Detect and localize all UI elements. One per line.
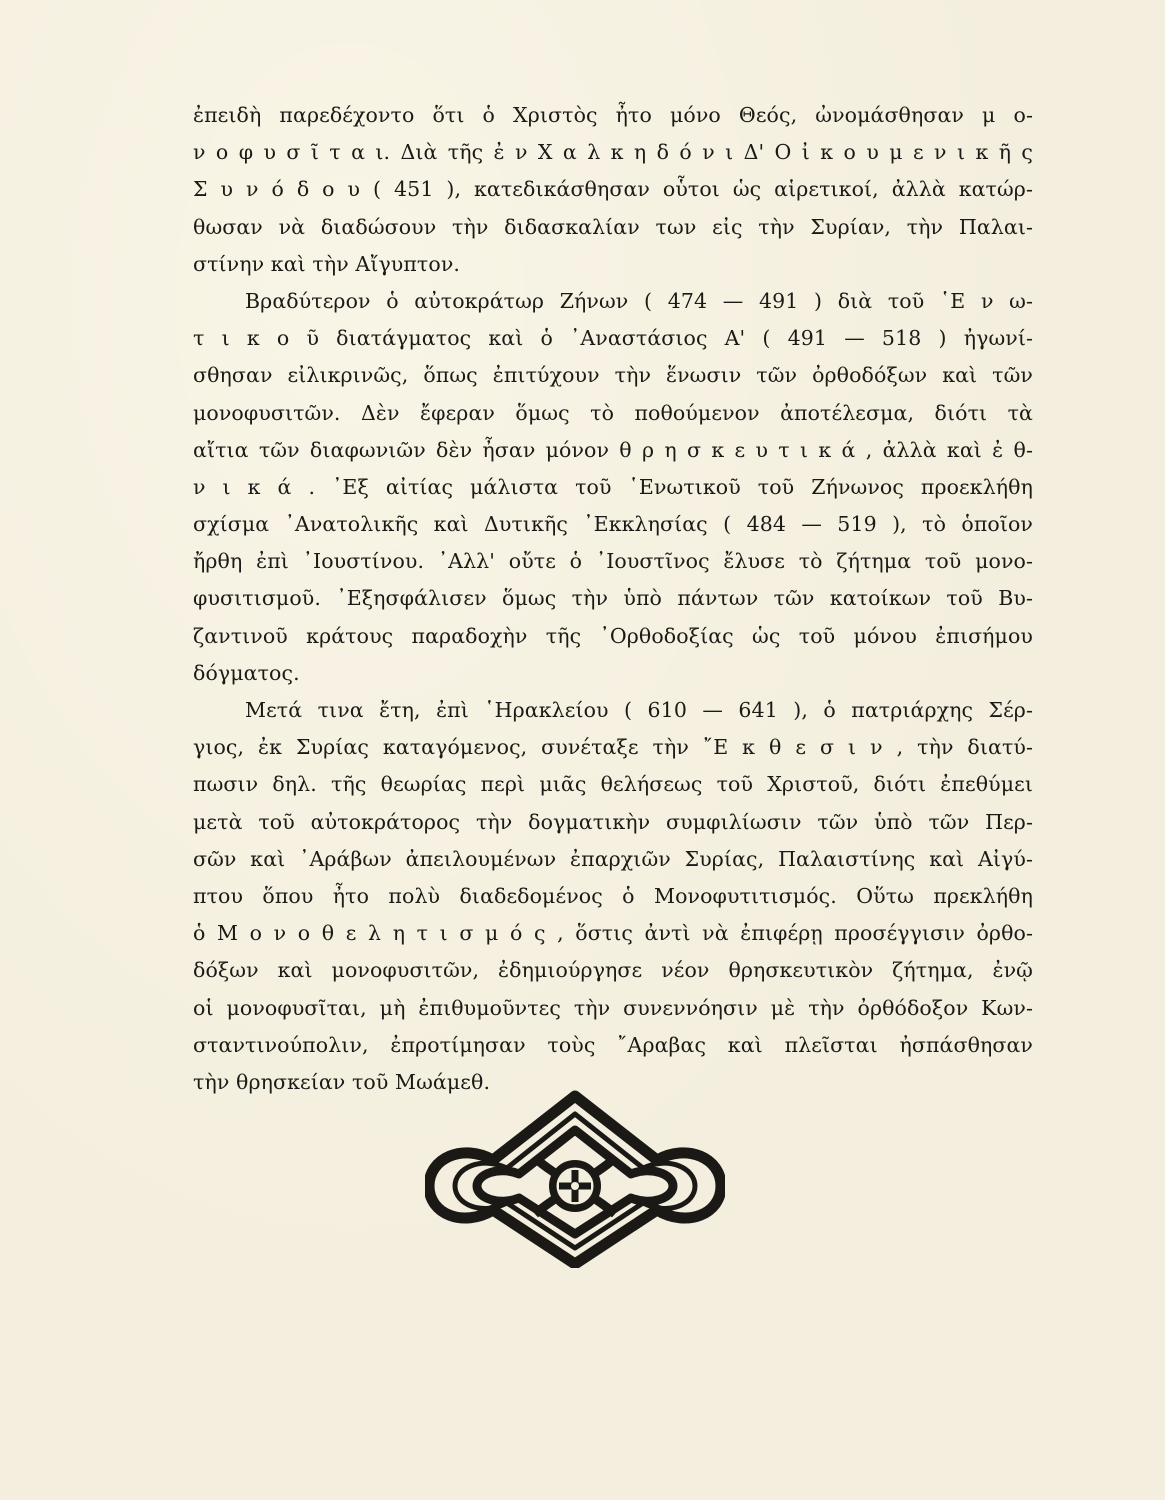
text-line: πωσιν δηλ. τῆς θεωρίας περὶ μιᾶς θελήσεως τοῦ Χριστοῦ, διότι ἐπεθύμει: [193, 772, 1033, 797]
body-text: [193, 97, 1033, 1101]
text-line: οἱ μονοφυσῖται, μὴ ἐπιθυμοῦντες τὴν συνεννόησιν μὲ τὴν ὀρθόδοξον Κων-: [193, 995, 1033, 1020]
text-line: ὁ Μ ο ν ο θ ε λ η τ ι σ μ ό ς , ὅστις ἀντὶ νὰ ἐπιφέρῃ προσέγγισιν ὀρθο-: [193, 921, 1033, 946]
text-line: πτου ὅπου ἦτο πολὺ διαδεδομένος ὁ Μονοφυτιτισμός. Οὕτω πρεκλήθη: [193, 883, 1033, 908]
text-line: δόγματος.: [193, 660, 300, 685]
text-line: ν ι κ ά . ᾿Εξ αἰτίας μάλιστα τοῦ ῾Ενωτικοῦ τοῦ Ζήνωνος προεκλήθη: [193, 474, 1033, 499]
text-line: Σ υ ν ό δ ο υ ( 451 ), κατεδικάσθησαν οὗτοι ὡς αἱρετικοί, ἀλλὰ κατώρ-: [193, 177, 1033, 202]
text-line: σχίσμα ᾿Ανατολικῆς καὶ Δυτικῆς ᾿Εκκλησίας ( 484 — 519 ), τὸ ὁποῖον: [193, 512, 1033, 537]
text-line: σῶν καὶ ᾿Αράβων ἀπειλουμένων ἐπαρχιῶν Συρίας, Παλαιστίνης καὶ Αἰγύ-: [193, 846, 1033, 871]
text-line: σταντινούπολιν, ἐπροτίμησαν τοὺς ῎Αραβας καὶ πλεῖσται ἠσπάσθησαν: [193, 1032, 1033, 1057]
text-line: ἤρθη ἐπὶ ᾿Ιουστίνου. ᾿Αλλ' οὔτε ὁ ᾿Ιουστῖνος ἔλυσε τὸ ζήτημα τοῦ μονο-: [193, 549, 1033, 574]
text-line: σθησαν εἰλικρινῶς, ὅπως ἐπιτύχουν τὴν ἕνωσιν τῶν ὀρθοδόξων καὶ τῶν: [193, 363, 1033, 388]
text-line: ἐπειδὴ παρεδέχοντο ὅτι ὁ Χριστὸς ἦτο μόνο Θεός, ὠνομάσθησαν μ ο-: [193, 103, 1033, 127]
text-line: τ ι κ ο ῦ διατάγματος καὶ ὁ ᾿Αναστάσιος Α' ( 491 — 518 ) ἠγωνί-: [193, 326, 1033, 351]
text-line: Βραδύτερον ὁ αὐτοκράτωρ Ζήνων ( 474 — 491 ) διὰ τοῦ ῾Ε ν ω-: [245, 288, 1033, 313]
text-line: γιος, ἐκ Συρίας καταγόμενος, συνέταξε τὴν ῎Ε κ θ ε σ ι ν , τὴν διατύ-: [193, 735, 1033, 760]
text-line: μονοφυσιτῶν. Δὲν ἔφεραν ὅμως τὸ ποθούμενον ἀποτέλεσμα, διότι τὰ: [193, 400, 1033, 425]
text-line: στίνην καὶ τὴν Αἴγυπτον.: [193, 251, 460, 276]
text-line: δόξων καὶ μονοφυσιτῶν, ἐδημιούργησε νέον θρησκευτικὸν ζήτημα, ἐνῷ: [193, 958, 1033, 983]
paragraph-3: [193, 692, 1033, 1101]
paragraph-2: [193, 283, 1033, 692]
text-line: τὴν θρησκείαν τοῦ Μωάμεθ.: [193, 1069, 491, 1094]
text-line: θωσαν νὰ διαδώσουν τὴν διδασκαλίαν των εἰς τὴν Συρίαν, τὴν Παλαι-: [193, 214, 1033, 239]
text-line: αἴτια τῶν διαφωνιῶν δὲν ἦσαν μόνον θ ρ η σ κ ε υ τ ι κ ά , ἀλλὰ καὶ ἐ θ-: [193, 437, 1033, 462]
text-line: ν ο φ υ σ ῖ τ α ι. Διὰ τῆς ἐ ν Χ α λ κ η δ ό ν ι Δ' Ο ἰ κ ο υ μ ε ν ι κ ῆ ς: [193, 140, 1033, 165]
text-line: φυσιτισμοῦ. ᾿Εξησφάλισεν ὅμως τὴν ὑπὸ πάντων τῶν κατοίκων τοῦ Βυ-: [193, 586, 1033, 611]
text-line: Μετά τινα ἔτη, ἐπὶ ῾Ηρακλείου ( 610 — 641 ), ὁ πατριάρχης Σέρ-: [245, 698, 1033, 722]
paragraph-1: [193, 97, 1033, 283]
text-line: ζαντινοῦ κράτους παραδοχὴν τῆς ᾿Ορθοδοξίας ὡς τοῦ μόνου ἐπισήμου: [193, 623, 1033, 648]
knot-ornament-icon: [425, 1088, 725, 1268]
text-line: μετὰ τοῦ αὐτοκράτορος τὴν δογματικὴν συμφιλίωσιν τῶν ὑπὸ τῶν Περ-: [193, 809, 1033, 834]
